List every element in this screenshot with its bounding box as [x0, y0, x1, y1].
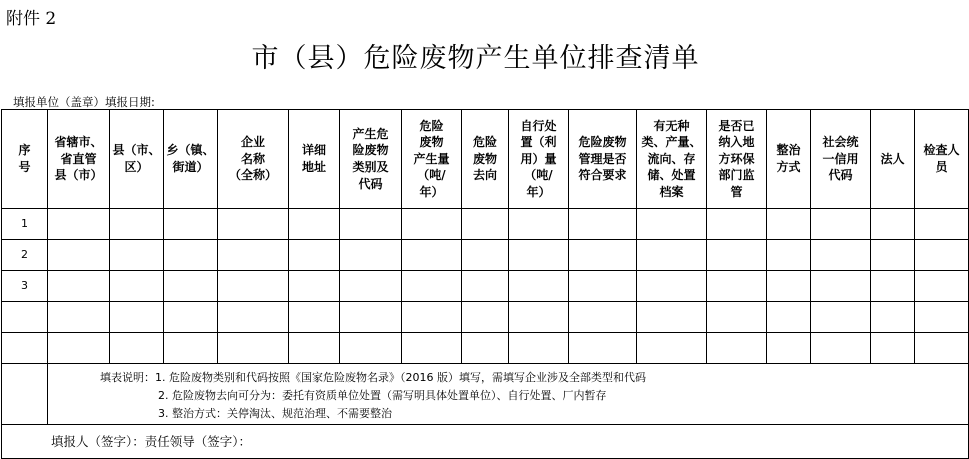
- cell[interactable]: [637, 333, 707, 364]
- cell[interactable]: [48, 302, 110, 333]
- cell[interactable]: [871, 271, 915, 302]
- cell[interactable]: [289, 240, 340, 271]
- cell[interactable]: [164, 271, 218, 302]
- cell[interactable]: [48, 209, 110, 240]
- cell[interactable]: [218, 333, 289, 364]
- table-row: [2, 209, 969, 240]
- row-number: 2: [2, 240, 48, 271]
- column-header-line: 流向、存: [647, 151, 696, 166]
- row-number: 1: [2, 209, 48, 240]
- cell[interactable]: [289, 209, 340, 240]
- column-header-line: 险废物: [352, 143, 389, 158]
- column-header-line: 年）: [419, 184, 444, 199]
- column-header: [402, 110, 462, 209]
- cell[interactable]: [707, 271, 767, 302]
- cell[interactable]: [289, 302, 340, 333]
- sign-line: 填报人（签字）：责任领导（签字）：: [51, 433, 252, 449]
- cell[interactable]: [110, 209, 164, 240]
- column-header: [509, 110, 569, 209]
- sign-cell[interactable]: [2, 425, 969, 459]
- column-header-line: 产生危: [352, 126, 389, 141]
- column-header-line: 储、处置: [647, 168, 696, 183]
- cell[interactable]: [218, 209, 289, 240]
- table-row: [2, 271, 969, 302]
- cell[interactable]: [289, 271, 340, 302]
- cell[interactable]: [462, 302, 509, 333]
- column-header-line: 危险: [419, 118, 444, 133]
- cell[interactable]: [402, 333, 462, 364]
- document-title: 市（县）危险废物产生单位排查清单: [251, 43, 700, 74]
- cell[interactable]: [915, 271, 969, 302]
- cell[interactable]: [340, 302, 402, 333]
- notes-row: [2, 364, 969, 425]
- column-header-line: 危险: [472, 135, 497, 150]
- column-header-line: 类别及: [352, 160, 389, 174]
- cell[interactable]: [340, 209, 402, 240]
- inspection-table: [1, 109, 969, 459]
- cell[interactable]: [767, 209, 811, 240]
- cell[interactable]: [402, 240, 462, 271]
- column-header-line: 社会统: [822, 135, 859, 150]
- cell[interactable]: [915, 209, 969, 240]
- cell[interactable]: [48, 333, 110, 364]
- column-header-line: 乡（镇、: [166, 143, 215, 158]
- column-header-line: 代码: [828, 168, 853, 183]
- cell[interactable]: [569, 209, 637, 240]
- header-row: [2, 110, 969, 209]
- cell[interactable]: [218, 271, 289, 302]
- cell[interactable]: [48, 240, 110, 271]
- column-header: [871, 110, 915, 209]
- cell[interactable]: [767, 271, 811, 302]
- column-header-line: 方环保: [718, 151, 755, 166]
- column-header-line: 类、产量、: [641, 135, 702, 150]
- column-header: [110, 110, 164, 209]
- cell[interactable]: [110, 271, 164, 302]
- cell[interactable]: [871, 333, 915, 364]
- cell[interactable]: [707, 240, 767, 271]
- column-header-line: 省辖市、: [54, 135, 103, 150]
- column-header-line: 企业: [240, 135, 265, 150]
- column-header: [289, 110, 340, 209]
- cell[interactable]: [218, 240, 289, 271]
- cell[interactable]: [637, 271, 707, 302]
- cell[interactable]: [340, 271, 402, 302]
- cell[interactable]: [509, 209, 569, 240]
- cell[interactable]: [509, 271, 569, 302]
- cell[interactable]: [811, 333, 871, 364]
- column-header-line: 方式: [776, 160, 801, 174]
- column-header: [218, 110, 289, 209]
- notes-spacer: [2, 364, 48, 425]
- column-header-line: 地址: [301, 160, 326, 174]
- cell[interactable]: [569, 333, 637, 364]
- cell[interactable]: [462, 271, 509, 302]
- note-line-3: 3. 整治方式：关停淘汰、规范治理、不需要整治: [158, 407, 392, 421]
- column-header-line: 有无种: [653, 118, 690, 133]
- row-number: [2, 302, 48, 333]
- column-header-line: 部门监: [718, 168, 755, 183]
- cell[interactable]: [164, 209, 218, 240]
- cell[interactable]: [811, 240, 871, 271]
- column-header-line: 去向: [472, 168, 497, 183]
- cell[interactable]: [871, 209, 915, 240]
- column-header: [707, 110, 767, 209]
- column-header-line: 详细: [301, 143, 326, 158]
- cell[interactable]: [707, 302, 767, 333]
- cell[interactable]: [767, 302, 811, 333]
- cell[interactable]: [164, 333, 218, 364]
- column-header: [48, 110, 110, 209]
- cell[interactable]: [218, 302, 289, 333]
- column-header: [637, 110, 707, 209]
- cell[interactable]: [811, 271, 871, 302]
- cell[interactable]: [569, 240, 637, 271]
- column-header-line: 废物: [472, 151, 497, 166]
- cell[interactable]: [569, 302, 637, 333]
- column-header-line: 档案: [659, 184, 684, 199]
- cell[interactable]: [462, 240, 509, 271]
- cell[interactable]: [767, 240, 811, 271]
- cell[interactable]: [569, 271, 637, 302]
- note-line-1: 填表说明：1. 危险废物类别和代码按照《国家危险废物名录》（2016 版）填写，需填写企业涉及全部类型和代码: [100, 371, 646, 384]
- cell[interactable]: [164, 302, 218, 333]
- cell[interactable]: [462, 209, 509, 240]
- column-header: [164, 110, 218, 209]
- column-header-line: 废物: [419, 135, 444, 150]
- column-header-line: 省直管: [60, 151, 97, 166]
- cell[interactable]: [402, 209, 462, 240]
- column-header-line: 年）: [526, 184, 551, 199]
- cell[interactable]: [637, 209, 707, 240]
- cell[interactable]: [871, 302, 915, 333]
- column-header-line: 管: [730, 184, 743, 199]
- table-row: [2, 240, 969, 271]
- cell[interactable]: [811, 302, 871, 333]
- cell[interactable]: [767, 333, 811, 364]
- column-header-line: 号: [18, 160, 31, 174]
- column-header-line: 法人: [880, 151, 905, 166]
- column-header-line: 序: [18, 143, 31, 158]
- cell[interactable]: [637, 302, 707, 333]
- column-header-line: 员: [935, 160, 948, 174]
- column-header: [569, 110, 637, 209]
- cell[interactable]: [707, 209, 767, 240]
- row-number: [2, 333, 48, 364]
- cell[interactable]: [509, 333, 569, 364]
- note-line-2: 2. 危险废物去向可分为：委托有资质单位处置（需写明具体处置单位）、自行处置、厂内暂存: [158, 389, 607, 403]
- column-header-line: 区）: [124, 160, 149, 174]
- column-header-line: 置（利: [520, 135, 557, 150]
- column-header: [811, 110, 871, 209]
- column-header-line: 管理是否: [578, 151, 627, 166]
- column-header-line: 整治: [776, 143, 801, 158]
- column-header-line: （全称）: [228, 168, 277, 183]
- cell[interactable]: [915, 302, 969, 333]
- column-header-line: （吨/: [524, 168, 553, 183]
- cell[interactable]: [637, 240, 707, 271]
- cell[interactable]: [110, 240, 164, 271]
- column-header-line: 纳入地: [718, 135, 755, 150]
- column-header-line: 县（市）: [54, 168, 103, 183]
- column-header: [462, 110, 509, 209]
- column-header-line: 街道）: [172, 160, 209, 174]
- table-row: [2, 302, 969, 333]
- row-number: 3: [2, 271, 48, 302]
- column-header: [767, 110, 811, 209]
- cell[interactable]: [110, 302, 164, 333]
- cell[interactable]: [915, 333, 969, 364]
- column-header-line: 是否已: [718, 118, 755, 133]
- cell[interactable]: [509, 302, 569, 333]
- cell[interactable]: [340, 333, 402, 364]
- cell[interactable]: [811, 209, 871, 240]
- cell[interactable]: [402, 271, 462, 302]
- cell[interactable]: [462, 333, 509, 364]
- column-header-line: 危险废物: [578, 135, 627, 150]
- column-header: [2, 110, 48, 209]
- cell[interactable]: [509, 240, 569, 271]
- column-header-line: 名称: [240, 151, 265, 166]
- sign-row: [2, 425, 969, 459]
- column-header: [915, 110, 969, 209]
- cell[interactable]: [707, 333, 767, 364]
- notes-cell: [48, 364, 969, 425]
- table-row: [2, 333, 969, 364]
- column-header-line: 产生量: [413, 151, 450, 166]
- cell[interactable]: [402, 302, 462, 333]
- fill-unit-date-line: 填报单位（盖章）填报日期:: [13, 95, 155, 109]
- attachment-label: 附件 2: [6, 9, 57, 29]
- column-header-line: 符合要求: [578, 168, 627, 183]
- column-header-line: 代码: [358, 176, 383, 191]
- cell[interactable]: [915, 240, 969, 271]
- column-header-line: （吨/: [417, 168, 446, 183]
- cell[interactable]: [289, 333, 340, 364]
- cell[interactable]: [48, 271, 110, 302]
- column-header-line: 一信用: [822, 151, 859, 166]
- column-header: [340, 110, 402, 209]
- column-header-line: 县（市、: [112, 143, 161, 158]
- cell[interactable]: [340, 240, 402, 271]
- column-header-line: 自行处: [520, 118, 557, 133]
- cell[interactable]: [110, 333, 164, 364]
- column-header-line: 用）量: [520, 151, 557, 166]
- cell[interactable]: [871, 240, 915, 271]
- cell[interactable]: [164, 240, 218, 271]
- column-header-line: 检查人: [923, 143, 960, 158]
